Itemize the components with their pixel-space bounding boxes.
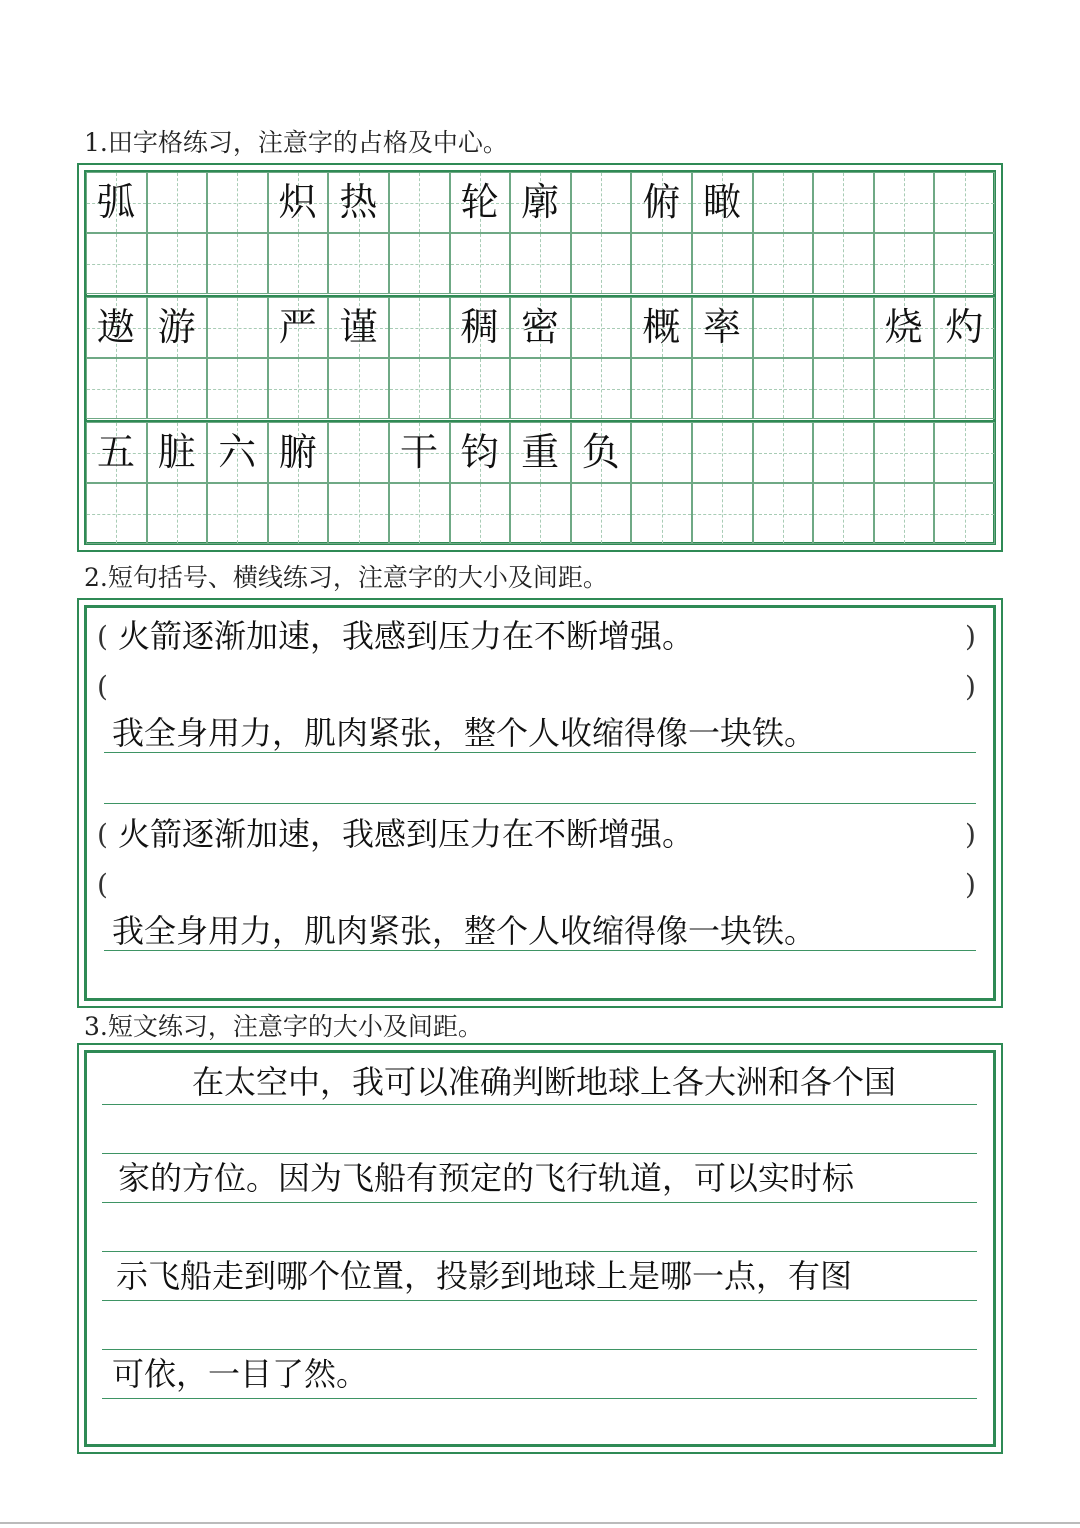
practice-character: 密 [521, 305, 560, 349]
grid-cell [813, 233, 874, 294]
writing-line [102, 1104, 977, 1105]
grid-cell [813, 358, 874, 419]
grid-cell [692, 422, 753, 483]
writing-line [102, 1251, 977, 1252]
grid-cell [86, 233, 147, 294]
grid-cell [450, 358, 511, 419]
essay-line: 家的方位。因为飞船有预定的飞行轨道，可以实时标 [118, 1159, 855, 1197]
grid-cell [450, 483, 511, 544]
practice-character: 烧 [884, 305, 923, 349]
grid-cell [510, 233, 571, 294]
grid-cell [450, 233, 511, 294]
grid-cell [753, 358, 814, 419]
grid-cell [813, 422, 874, 483]
grid-cell [934, 422, 995, 483]
line-sentence: 我全身用力，肌肉紧张，整个人收缩得像一块铁。 [112, 714, 817, 752]
open-paren: ( [97, 620, 108, 653]
grid-cell [389, 358, 450, 419]
section2-heading: 2.短句括号、横线练习，注意字的大小及间距。 [84, 563, 608, 592]
grid-cell [328, 483, 389, 544]
grid-cell [692, 483, 753, 544]
grid-cell [874, 172, 935, 233]
practice-character: 概 [642, 305, 681, 349]
grid-cell [389, 233, 450, 294]
practice-character: 严 [278, 305, 317, 349]
grid-cell [934, 172, 995, 233]
grid-cell [934, 483, 995, 544]
grid-cell [874, 422, 935, 483]
section1-heading: 1.田字格练习，注意字的占格及中心。 [84, 128, 508, 157]
grid-cell [147, 483, 208, 544]
grid-cell [813, 297, 874, 358]
grid-cell [510, 483, 571, 544]
essay-line: 在太空中，我可以准确判断地球上各大洲和各个国 [192, 1063, 897, 1101]
grid-cell [874, 483, 935, 544]
grid-cell [268, 233, 329, 294]
grid-cell [813, 483, 874, 544]
practice-character: 稠 [460, 305, 499, 349]
grid-cell [268, 358, 329, 419]
grid-cell [207, 172, 268, 233]
writing-line [104, 752, 976, 753]
grid-cell [571, 483, 632, 544]
grid-cell [571, 297, 632, 358]
practice-character: 热 [339, 180, 378, 224]
grid-cell [631, 422, 692, 483]
grid-cell [753, 233, 814, 294]
writing-line [102, 1202, 977, 1203]
grid-cell [328, 358, 389, 419]
practice-character: 游 [157, 305, 196, 349]
paren-sentence: 火箭逐渐加速，我感到压力在不断增强。 [118, 617, 695, 655]
close-paren: ) [965, 868, 976, 901]
grid-cell [874, 233, 935, 294]
practice-character: 灼 [945, 305, 984, 349]
practice-character: 瞰 [702, 180, 741, 224]
grid-cell [571, 358, 632, 419]
grid-cell [631, 233, 692, 294]
writing-line [104, 803, 976, 804]
writing-line [102, 1300, 977, 1301]
grid-cell [207, 297, 268, 358]
grid-cell [631, 358, 692, 419]
grid-cell [268, 483, 329, 544]
grid-cell [389, 172, 450, 233]
grid-cell [753, 422, 814, 483]
practice-character: 轮 [460, 180, 499, 224]
practice-character: 重 [521, 430, 560, 474]
grid-cell [692, 233, 753, 294]
practice-character: 六 [218, 430, 257, 474]
grid-cell [934, 233, 995, 294]
practice-character: 遨 [96, 305, 135, 349]
practice-character: 廓 [521, 180, 560, 224]
grid-cell [389, 297, 450, 358]
grid-cell [147, 172, 208, 233]
grid-cell [389, 483, 450, 544]
practice-character: 俯 [642, 180, 681, 224]
grid-cell [207, 483, 268, 544]
close-paren: ) [965, 670, 976, 703]
grid-cell [631, 483, 692, 544]
practice-character: 谨 [339, 305, 378, 349]
grid-cell [753, 483, 814, 544]
grid-cell [86, 358, 147, 419]
close-paren: ) [965, 818, 976, 851]
grid-cell [86, 483, 147, 544]
section3-heading: 3.短文练习，注意字的大小及间距。 [84, 1012, 483, 1041]
writing-line [104, 950, 976, 951]
grid-cell [147, 233, 208, 294]
writing-line [102, 1349, 977, 1350]
essay-line: 示飞船走到哪个位置，投影到地球上是哪一点，有图 [116, 1257, 853, 1295]
grid-cell [147, 358, 208, 419]
grid-cell [753, 172, 814, 233]
open-paren: ( [97, 670, 108, 703]
page-bottom-divider [0, 1522, 1080, 1524]
open-paren: ( [97, 868, 108, 901]
essay-line: 可依，一目了然。 [112, 1355, 369, 1393]
grid-cell [571, 233, 632, 294]
writing-line [102, 1398, 977, 1399]
practice-character: 负 [581, 430, 620, 474]
grid-cell [207, 358, 268, 419]
grid-cell [813, 172, 874, 233]
grid-cell [874, 358, 935, 419]
grid-cell [328, 422, 389, 483]
practice-character: 脏 [157, 430, 196, 474]
practice-character: 弧 [96, 180, 135, 224]
grid-cell [328, 233, 389, 294]
grid-cell [753, 297, 814, 358]
grid-cell [934, 358, 995, 419]
practice-character: 钧 [460, 430, 499, 474]
practice-character: 五 [96, 430, 135, 474]
practice-character: 干 [399, 430, 438, 474]
grid-cell [510, 358, 571, 419]
line-sentence: 我全身用力，肌肉紧张，整个人收缩得像一块铁。 [112, 912, 817, 950]
writing-line [102, 1153, 977, 1154]
practice-character: 炽 [278, 180, 317, 224]
open-paren: ( [97, 818, 108, 851]
close-paren: ) [965, 620, 976, 653]
practice-character: 率 [702, 305, 741, 349]
grid-cell [207, 233, 268, 294]
grid-cell [571, 172, 632, 233]
grid-cell [692, 358, 753, 419]
paren-sentence: 火箭逐渐加速，我感到压力在不断增强。 [118, 815, 695, 853]
practice-character: 腑 [278, 430, 317, 474]
